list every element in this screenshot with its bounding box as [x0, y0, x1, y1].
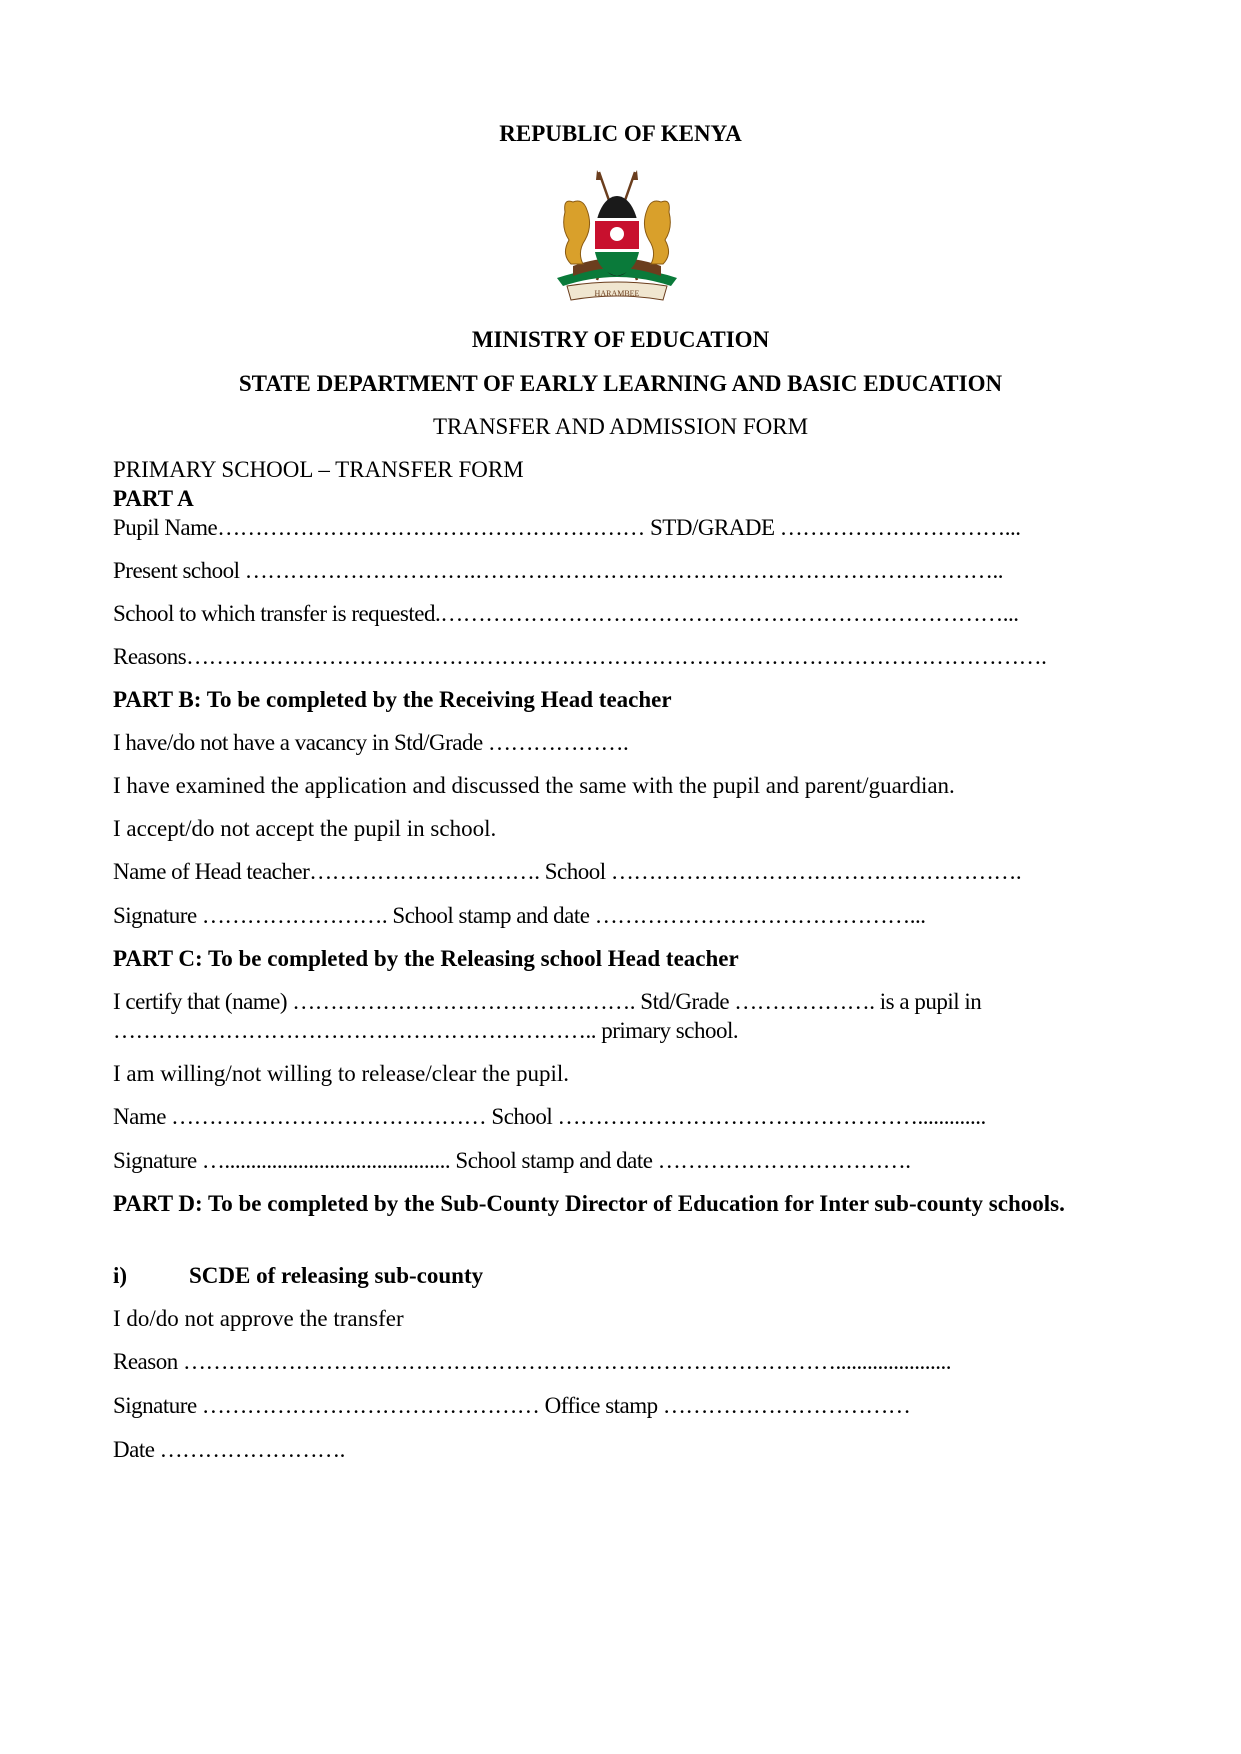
certify-name-field[interactable]: I certify that (name) ………………………………………. Std/Grade ………………. is a pupil in — [113, 989, 982, 1014]
releasing-name-field[interactable]: Name …………………………………… School …………………………………………............. — [113, 1104, 986, 1129]
ministry-heading: MINISTRY OF EDUCATION — [471, 327, 770, 352]
head-teacher-name-field[interactable]: Name of Head teacher…………………………. School ………………………………………………. — [113, 859, 1022, 884]
coat-of-arms-emblem — [543, 168, 691, 306]
reasons-field[interactable]: Reasons……………………………………………………………………………………………………. — [113, 644, 1047, 669]
approve-statement: I do/do not approve the transfer — [113, 1306, 404, 1331]
scde-date-field[interactable]: Date ……………………. — [113, 1437, 345, 1462]
willing-statement: I am willing/not willing to release/clear the pupil. — [113, 1061, 570, 1086]
receiving-signature-field[interactable]: Signature ……………………. School stamp and date ……………………………………... — [113, 903, 926, 928]
form-subtitle: PRIMARY SCHOOL – TRANSFER FORM — [113, 457, 524, 482]
part-c-heading: PART C: To be completed by the Releasing school Head teacher — [113, 946, 739, 971]
department-heading: STATE DEPARTMENT OF EARLY LEARNING AND BASIC EDUCATION — [238, 371, 1003, 396]
vacancy-field[interactable]: I have/do not have a vacancy in Std/Grade ………………. — [113, 730, 629, 755]
subsection-title: SCDE of releasing sub-county — [189, 1263, 484, 1288]
pupil-name-field[interactable]: Pupil Name………………………………………………… STD/GRADE …………………………... — [113, 515, 1021, 540]
part-d-subheading — [113, 1262, 483, 1290]
part-a-heading: PART A — [113, 486, 194, 511]
certify-school-field[interactable]: ……………………………………………………….. primary school. — [113, 1018, 739, 1043]
emblem-motto: HARAMBEE — [594, 289, 640, 298]
subsection-number: i) — [113, 1263, 128, 1288]
examined-statement: I have examined the application and discussed the same with the pupil and parent/guardian. — [113, 773, 955, 798]
requested-school-field[interactable]: School to which transfer is requested.…………………………………………………………………... — [113, 601, 1019, 626]
country-heading: REPUBLIC OF KENYA — [499, 121, 742, 146]
scde-reason-field[interactable]: Reason ……………………………………………………………………………...................... — [113, 1349, 951, 1374]
part-b-heading: PART B: To be completed by the Receiving Head teacher — [113, 687, 672, 712]
accept-statement: I accept/do not accept the pupil in school. — [113, 816, 497, 841]
scde-signature-field[interactable]: Signature ……………………………………… Office stamp …………………………… — [113, 1393, 911, 1418]
releasing-signature-field[interactable]: Signature …........................................... School stamp and date ……………………………. — [113, 1148, 911, 1173]
form-title: TRANSFER AND ADMISSION FORM — [432, 414, 809, 439]
part-d-heading: PART D: To be completed by the Sub-County Director of Education for Inter sub-county schools. — [113, 1191, 1065, 1216]
present-school-field[interactable]: Present school ………………………….…………………………………………………………….. — [113, 558, 1004, 583]
